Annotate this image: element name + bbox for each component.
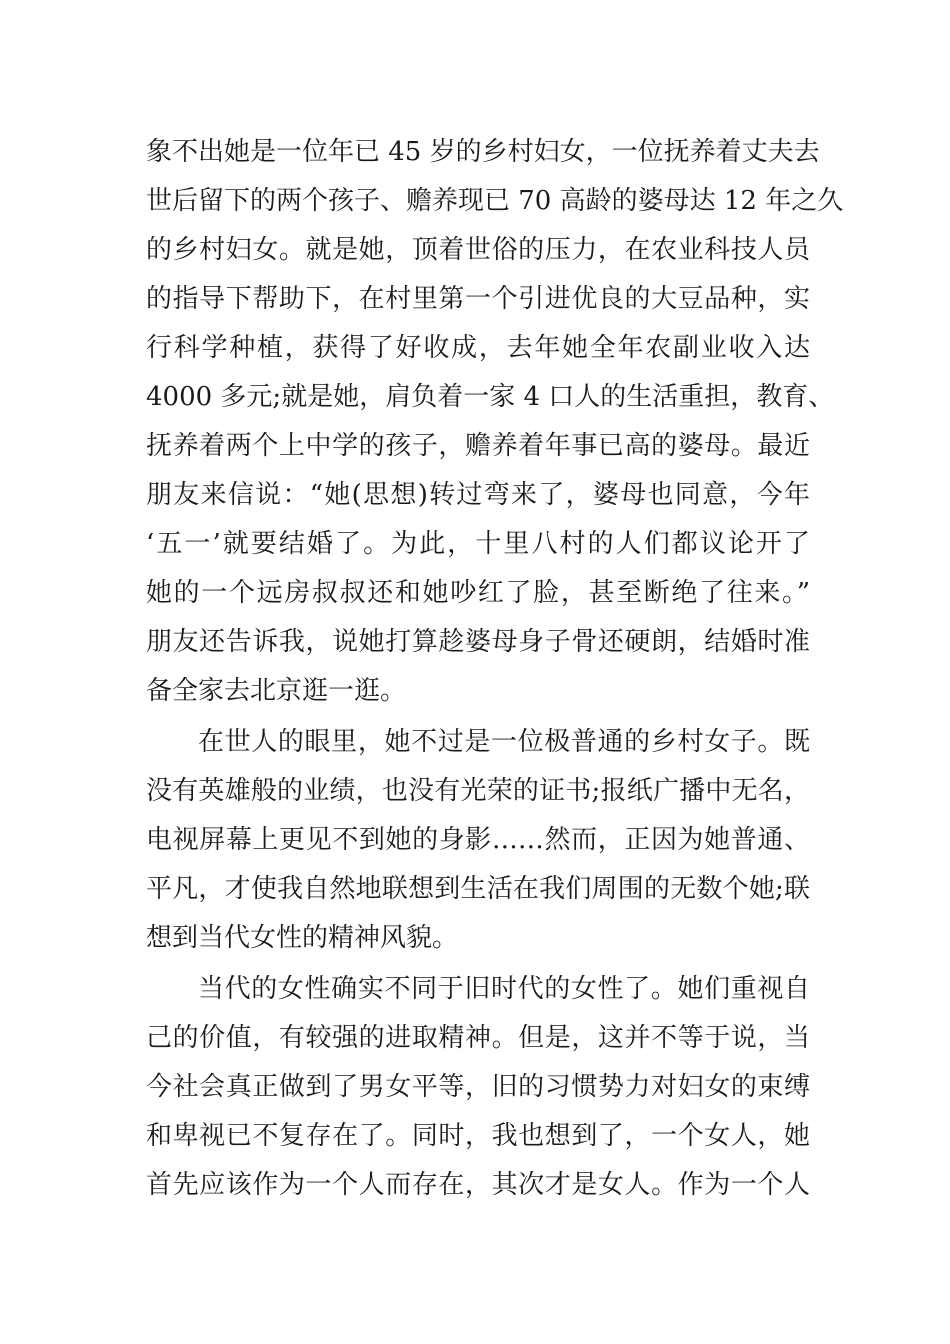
text-line: 当代的女性确实不同于旧时代的女性了。她们重视自 [198, 974, 810, 1004]
text-line: 平凡，才使我自然地联想到生活在我们周围的无数个她;联 [146, 874, 810, 904]
text-line: 在世人的眼里，她不过是一位极普通的乡村女子。既 [198, 727, 810, 757]
text-line: 想到当代女性的精神风貌。 [146, 923, 459, 953]
text-line: 的指导下帮助下，在村里第一个引进优良的大豆品种，实 [146, 284, 810, 314]
text-line: 朋友还告诉我，说她打算趁婆母身子骨还硬朗，结婚时准 [146, 627, 810, 657]
text-line: 行科学种植，获得了好收成，去年她全年农副业收入达 [146, 333, 810, 363]
paragraph-1 [146, 128, 844, 716]
text-line: 今社会真正做到了男女平等，旧的习惯势力对妇女的束缚 [146, 1072, 810, 1102]
text-line: 己的价值，有较强的进取精神。但是，这并不等于说，当 [146, 1023, 810, 1053]
text-line: 她的一个远房叔叔还和她吵红了脸，甚至断绝了往来。” [146, 578, 810, 608]
text-line: 抚养着两个上中学的孩子，赡养着年事已高的婆母。最近 [146, 431, 810, 461]
text-line: 没有英雄般的业绩，也没有光荣的证书;报纸广播中无名， [146, 776, 810, 806]
document-body [146, 128, 844, 1210]
text-line: 首先应该作为一个人而存在，其次才是女人。作为一个人 [146, 1170, 810, 1200]
text-line: 的乡村妇女。就是她，顶着世俗的压力，在农业科技人员 [146, 235, 810, 265]
text-line: 电视屏幕上更见不到她的身影……然而，正因为她普通、 [146, 825, 810, 855]
paragraph-2 [146, 718, 810, 963]
text-line: 象不出她是一位年已 45 岁的乡村妇女，一位抚养着丈夫去 [146, 137, 820, 167]
text-line: 备全家去北京逛一逛。 [146, 676, 407, 706]
text-line: 4000 多元;就是她，肩负着一家 4 口人的生活重担，教育、 [146, 382, 835, 412]
text-line: 和卑视已不复存在了。同时，我也想到了，一个女人，她 [146, 1121, 810, 1151]
text-line: 世后留下的两个孩子、赡养现已 70 高龄的婆母达 12 年之久 [146, 186, 844, 216]
text-line: ‘五一’就要结婚了。为此，十里八村的人们都议论开了 [146, 529, 810, 559]
paragraph-3 [146, 965, 810, 1210]
text-line: 朋友来信说：“她(思想)转过弯来了，婆母也同意，今年 [146, 480, 810, 510]
